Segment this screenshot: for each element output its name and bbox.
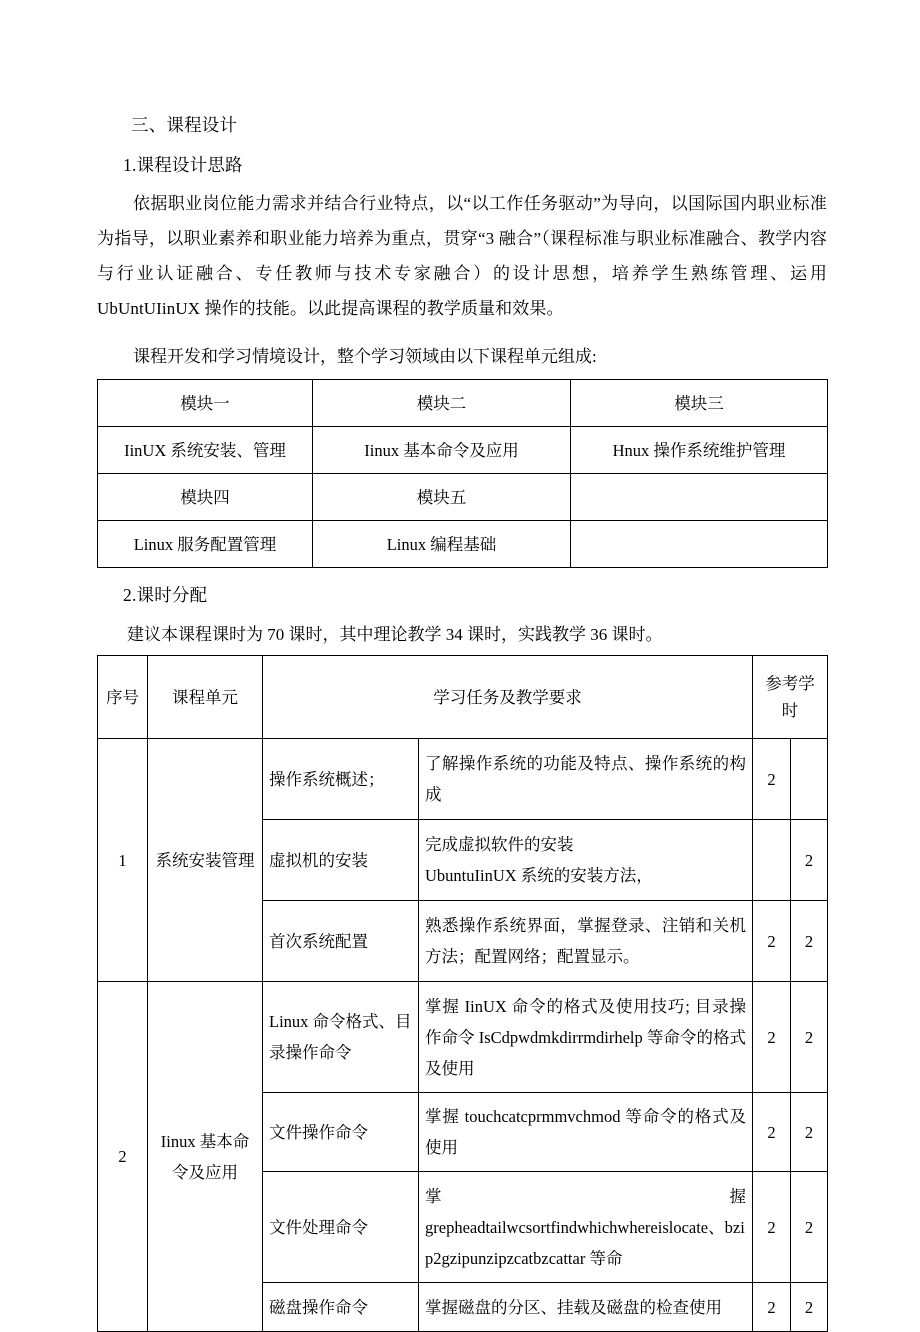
table-row xyxy=(98,380,828,427)
task-description-line-1: 完成虚拟软件的安装 xyxy=(425,835,574,854)
table-row xyxy=(98,739,828,820)
modules-table xyxy=(97,379,828,568)
theory-hours: 2 xyxy=(753,1283,791,1332)
module-label: 模块四 xyxy=(98,474,313,521)
task-name: Linux 命令格式、目录操作命令 xyxy=(263,982,419,1093)
theory-hours: 2 xyxy=(753,739,791,820)
task-description xyxy=(419,1172,753,1283)
header-tasks: 学习任务及教学要求 xyxy=(263,656,753,739)
module-title-empty xyxy=(571,521,828,568)
task-name: 首次系统配置 xyxy=(263,901,419,982)
practice-hours: 2 xyxy=(791,820,828,901)
theory-hours: 2 xyxy=(753,901,791,982)
practice-hours: 2 xyxy=(791,1172,828,1283)
task-description-line-2: UbuntuIinUX 系统的安装方法， xyxy=(425,866,653,885)
table-row xyxy=(98,521,828,568)
modules-table-intro: 课程开发和学习情境设计，整个学习领域由以下课程单元组成: xyxy=(133,347,597,366)
task-description: 掌握 IinUX 命令的格式及使用技巧; 目录操作命令 IsCdpwdmkdirrmdirhelp 等命令的格式及使用 xyxy=(419,982,753,1093)
hours-intro: 建议本课程课时为 70 课时，其中理论教学 34 课时，实践教学 36 课时。 xyxy=(127,625,663,644)
task-description xyxy=(419,820,753,901)
module-label-empty xyxy=(571,474,828,521)
design-approach-paragraph: 依据职业岗位能力需求并结合行业特点，以“以工作任务驱动”为导向，以国际国内职业标准为指导，以职业素养和职业能力培养为重点，贯穿“3 融合”（课程标准与职业标准融合、教学内容与行业认证融合、专任教师与技术专家融合）的设计思想，培养学生熟练管理、运用 UbUntUIinUX 操作的技能。以此提高课程的教学质量和效果。 xyxy=(97,194,827,318)
task-name: 文件操作命令 xyxy=(263,1093,419,1172)
course-plan-table xyxy=(97,655,828,1332)
subsection-2-heading: 2.课时分配 xyxy=(123,585,208,605)
section-heading: 三、课程设计 xyxy=(131,115,238,135)
practice-hours: 2 xyxy=(791,982,828,1093)
module-label: 模块五 xyxy=(313,474,571,521)
table-header-row xyxy=(98,656,828,739)
theory-hours xyxy=(753,820,791,901)
task-name: 操作系统概述； xyxy=(263,739,419,820)
course-unit-name: 系统安装管理 xyxy=(148,739,263,982)
header-seq: 序号 xyxy=(98,656,148,739)
table-row xyxy=(98,982,828,1093)
task-description: 掌握磁盘的分区、挂载及磁盘的检查使用 xyxy=(419,1283,753,1332)
task-description-line-1: 掌 握 xyxy=(425,1186,746,1206)
practice-hours: 2 xyxy=(791,901,828,982)
row-seq: 1 xyxy=(98,739,148,982)
practice-hours: 2 xyxy=(791,1283,828,1332)
practice-hours xyxy=(791,739,828,820)
module-title: IinUX 系统安装、管理 xyxy=(98,427,313,474)
subsection-1-heading: 1.课程设计思路 xyxy=(123,155,243,175)
practice-hours: 2 xyxy=(791,1093,828,1172)
task-description: 掌握 touchcatcprmmvchmod 等命令的格式及使用 xyxy=(419,1093,753,1172)
task-description-line-2: grepheadtailwcsortfindwhichwhereislocate、bzip2gzipunzipzcatbzcattar 等命 xyxy=(425,1217,745,1268)
header-hours: 参考学时 xyxy=(753,656,828,739)
task-name: 虚拟机的安装 xyxy=(263,820,419,901)
module-title: Hnux 操作系统维护管理 xyxy=(571,427,828,474)
module-label: 模块一 xyxy=(98,380,313,427)
task-description: 了解操作系统的功能及特点、操作系统的构成 xyxy=(419,739,753,820)
header-unit: 课程单元 xyxy=(148,656,263,739)
task-description: 熟悉操作系统界面，掌握登录、注销和关机方法；配置网络；配置显示。 xyxy=(419,901,753,982)
course-unit-name: Iinux 基本命令及应用 xyxy=(148,982,263,1332)
table-row xyxy=(98,474,828,521)
table-row xyxy=(98,427,828,474)
module-title: Linux 编程基础 xyxy=(313,521,571,568)
task-name: 磁盘操作命令 xyxy=(263,1283,419,1332)
row-seq: 2 xyxy=(98,982,148,1332)
task-name: 文件处理命令 xyxy=(263,1172,419,1283)
theory-hours: 2 xyxy=(753,982,791,1093)
theory-hours: 2 xyxy=(753,1093,791,1172)
theory-hours: 2 xyxy=(753,1172,791,1283)
module-title: Iinux 基本命令及应用 xyxy=(313,427,571,474)
module-label: 模块二 xyxy=(313,380,571,427)
module-title: Linux 服务配置管理 xyxy=(98,521,313,568)
page-content xyxy=(97,110,827,1332)
module-label: 模块三 xyxy=(571,380,828,427)
